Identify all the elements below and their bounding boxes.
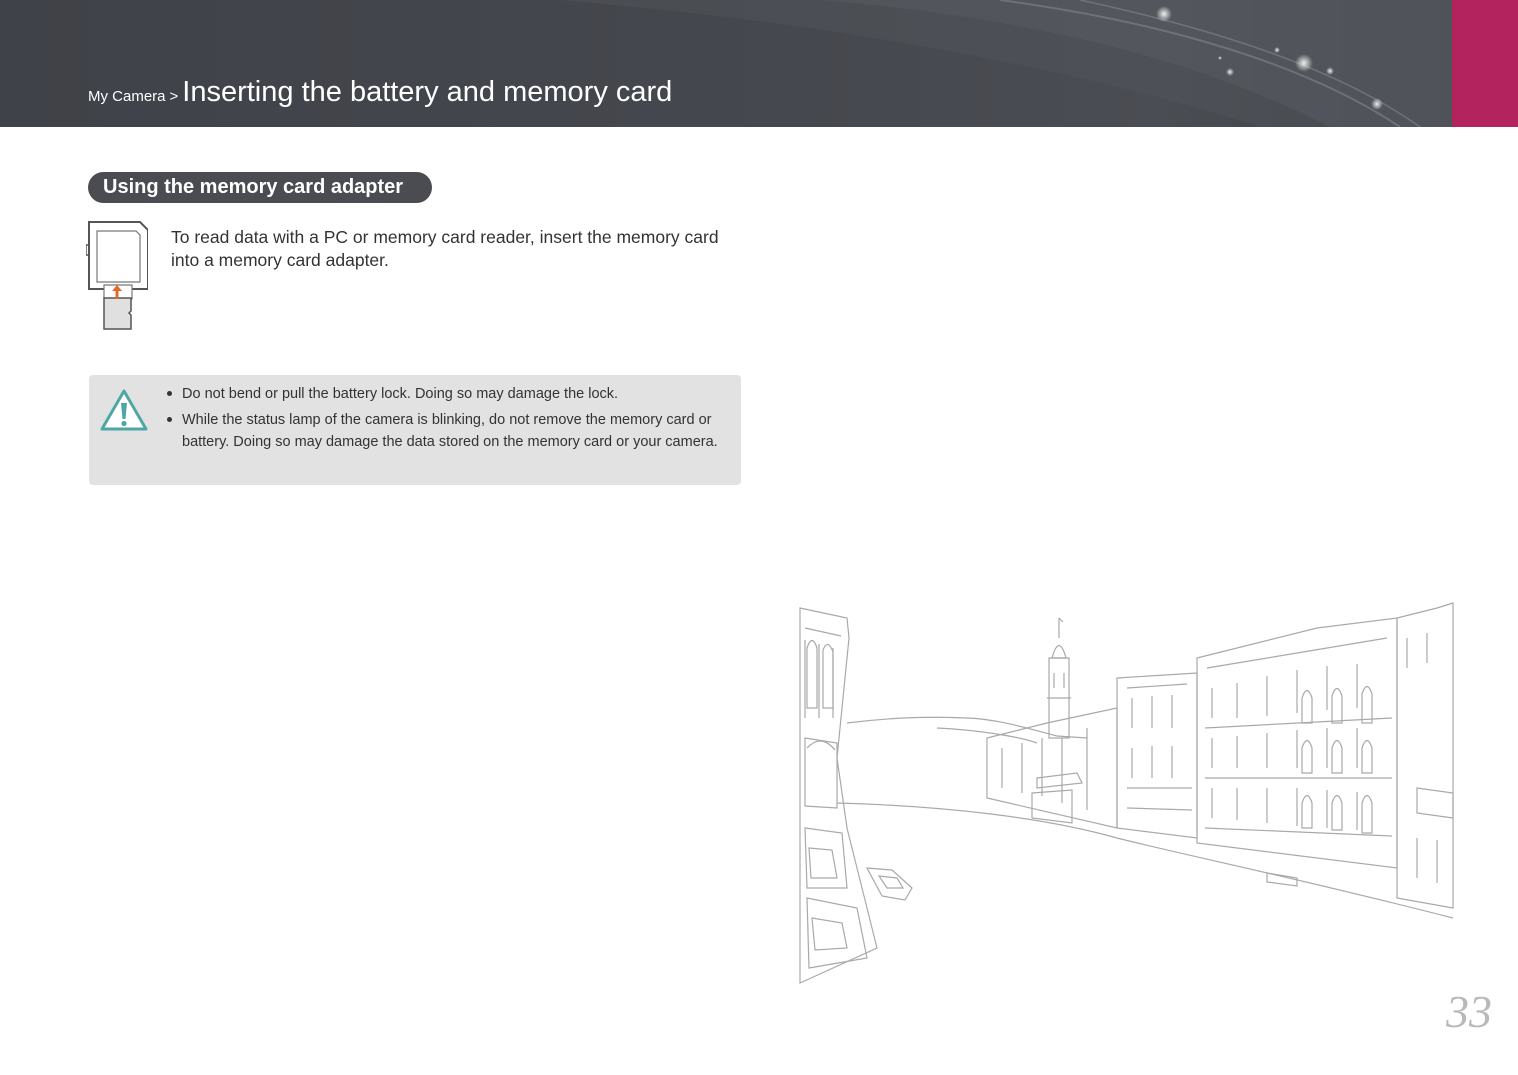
city-canal-illustration xyxy=(797,578,1455,986)
caution-item xyxy=(163,409,723,453)
page-title: Inserting the battery and memory card xyxy=(182,76,673,108)
warning-triangle-icon xyxy=(99,388,149,432)
breadcrumb-parent[interactable]: My Camera xyxy=(88,88,166,105)
caution-item xyxy=(163,383,723,405)
header-accent-bar xyxy=(1452,0,1518,127)
memory-card-adapter-icon xyxy=(86,219,148,333)
caution-list xyxy=(163,383,723,457)
caution-item-text: While the status lamp of the camera is blinking, do not remove the memory card or battery. Doing so may damage the data stored on the memory card or your camera. xyxy=(182,412,718,450)
page-header xyxy=(0,0,1452,127)
section-heading: Using the memory card adapter xyxy=(88,172,432,203)
bullet-icon xyxy=(167,391,172,396)
bullet-icon xyxy=(167,417,172,422)
caution-box xyxy=(89,375,741,485)
page-number: 33 xyxy=(1446,986,1492,1037)
breadcrumb xyxy=(88,76,672,109)
section-body-text: To read data with a PC or memory card reader, insert the memory card into a memory card adapter. xyxy=(171,227,719,270)
caution-item-text: Do not bend or pull the battery lock. Doing so may damage the lock. xyxy=(182,386,619,402)
breadcrumb-separator: > xyxy=(169,88,179,105)
